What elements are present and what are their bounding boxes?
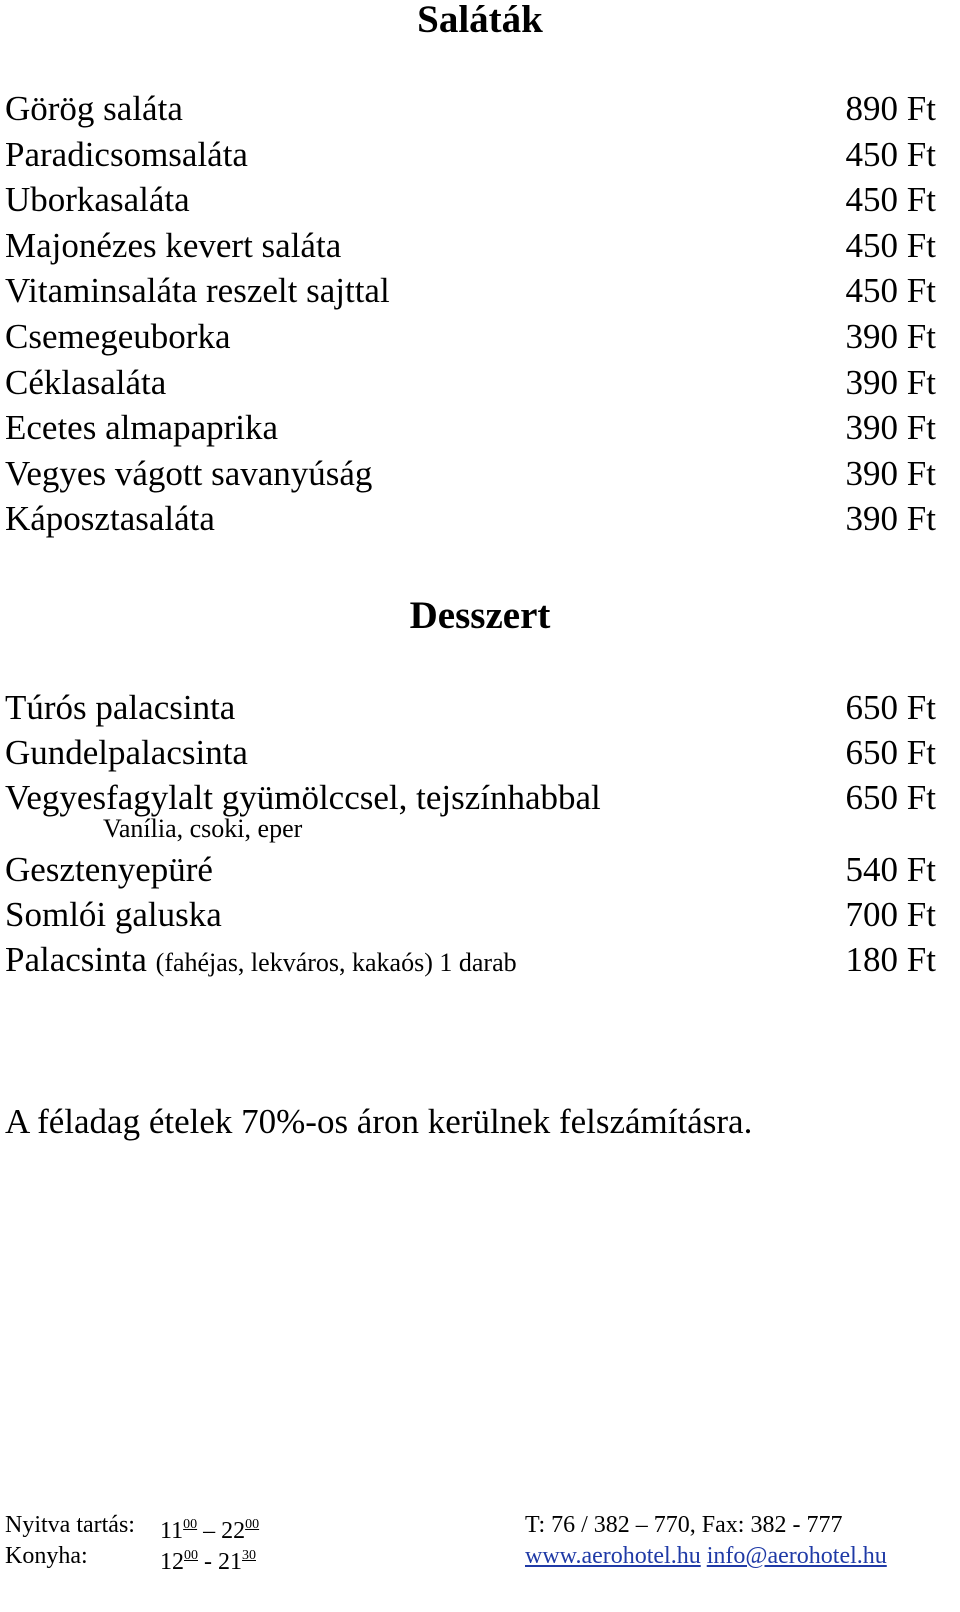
menu-item <box>5 363 936 409</box>
menu-item <box>5 135 936 181</box>
menu-item <box>5 317 936 363</box>
footer-links <box>525 1542 887 1570</box>
kitchen-hours <box>160 1542 256 1576</box>
opening-to-hour: 22 <box>221 1518 246 1544</box>
item-name: Somlói galuska <box>5 895 222 934</box>
opening-from-minute: 00 <box>183 1517 198 1532</box>
menu-item <box>5 408 936 454</box>
item-price: 890 Ft <box>845 89 936 128</box>
menu-item <box>5 226 936 272</box>
item-price: 180 Ft <box>845 940 936 979</box>
menu-item <box>5 454 936 500</box>
item-price: 450 Ft <box>845 271 936 311</box>
menu-item <box>5 733 936 778</box>
item-name: Vegyesfagylalt gyümölccsel, tejszínhabbal <box>5 778 601 817</box>
item-note: (fahéjas, lekváros, kakaós) 1 darab <box>155 948 517 977</box>
kitchen-to-minute: 30 <box>242 1548 256 1563</box>
item-name: Túrós palacsinta <box>5 688 236 727</box>
menu-item <box>5 895 936 940</box>
item-price: 390 Ft <box>845 408 936 448</box>
email-link[interactable]: info@aerohotel.hu <box>706 1543 887 1569</box>
item-name: Ecetes almapaprika <box>5 408 279 448</box>
item-price: 390 Ft <box>845 362 936 402</box>
item-name-text: Palacsinta <box>5 940 147 979</box>
item-name: Vegyes vágott savanyúság <box>5 453 373 493</box>
item-name: Uborkasaláta <box>5 180 190 220</box>
menu-item <box>5 940 936 985</box>
item-price: 700 Ft <box>845 895 936 934</box>
phone-fax: T: 76 / 382 – 770, Fax: 382 - 777 <box>525 1512 843 1538</box>
item-price: 650 Ft <box>845 778 936 817</box>
menu-item <box>5 778 936 823</box>
item-name: Céklasaláta <box>5 362 167 402</box>
opening-separator: – <box>203 1518 216 1544</box>
item-price: 540 Ft <box>845 850 936 889</box>
opening-to-minute: 00 <box>245 1517 260 1532</box>
opening-from-hour: 11 <box>160 1518 184 1544</box>
item-name: Majonézes kevert saláta <box>5 225 342 265</box>
item-price: 450 Ft <box>845 225 936 265</box>
item-name: Csemegeuborka <box>5 316 231 356</box>
item-price: 450 Ft <box>845 180 936 220</box>
kitchen-hours-label: Konyha: <box>5 1543 88 1569</box>
menu-item <box>5 271 936 317</box>
kitchen-to-hour: 21 <box>218 1549 242 1575</box>
item-subtitle: Vanília, csoki, eper <box>103 814 303 843</box>
kitchen-from-minute: 00 <box>184 1548 198 1563</box>
menu-item <box>5 499 936 545</box>
opening-hours-label: Nyitva tartás: <box>5 1512 135 1538</box>
menu-item <box>5 89 936 135</box>
item-name: Káposztasaláta <box>5 499 215 539</box>
half-portion-note: A féladag ételek 70%-os áron kerülnek felszámításra. <box>5 1102 753 1141</box>
kitchen-from-hour: 12 <box>160 1549 184 1575</box>
item-name <box>5 940 517 983</box>
item-price: 390 Ft <box>845 499 936 539</box>
item-price: 390 Ft <box>845 316 936 356</box>
menu-item <box>5 180 936 226</box>
website-link[interactable]: www.aerohotel.hu <box>525 1543 701 1569</box>
item-name: Paradicsomsaláta <box>5 134 248 174</box>
menu-item <box>5 688 936 733</box>
item-price: 650 Ft <box>845 733 936 772</box>
dessert-list <box>5 688 936 985</box>
item-name: Gesztenyepüré <box>5 850 213 889</box>
item-price: 390 Ft <box>845 453 936 493</box>
menu-item <box>5 850 936 895</box>
salads-heading: Saláták <box>417 0 543 41</box>
item-name: Görög saláta <box>5 89 183 128</box>
salads-list <box>5 89 936 545</box>
dessert-heading: Desszert <box>409 594 551 637</box>
item-name: Vitaminsaláta reszelt sajttal <box>5 271 390 311</box>
kitchen-separator: - <box>204 1549 212 1575</box>
item-name: Gundelpalacsinta <box>5 733 248 772</box>
item-price: 650 Ft <box>845 688 936 727</box>
item-price: 450 Ft <box>845 134 936 174</box>
opening-hours <box>160 1511 259 1545</box>
